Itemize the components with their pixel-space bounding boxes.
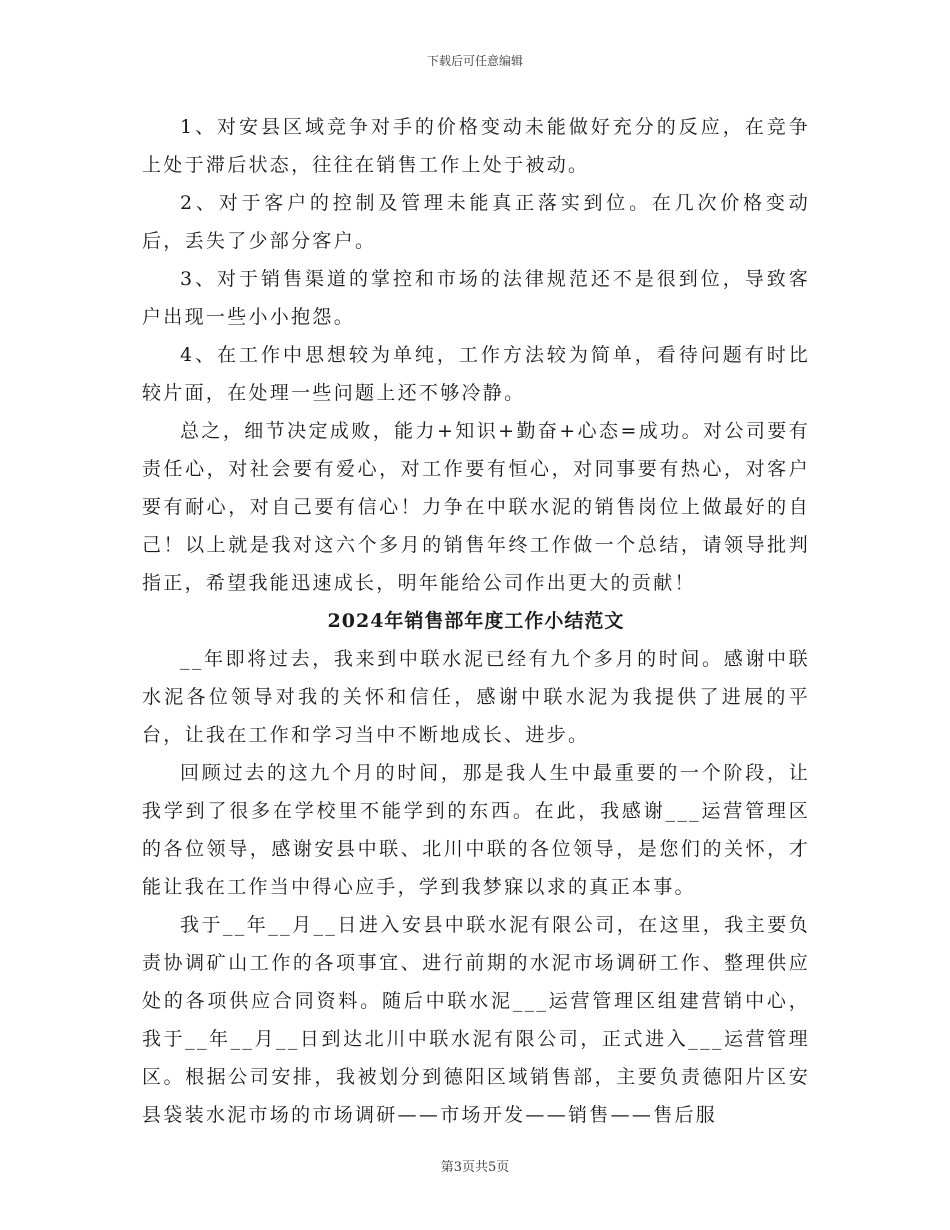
- section-title: 2024年销售部年度工作小结范文: [327, 610, 625, 632]
- page-header: 下载后可任意编辑: [426, 54, 523, 68]
- paragraph-item-2: 2、对于客户的控制及管理未能真正落实到位。在几次价格变动后，丢失了少部分客户。: [142, 192, 810, 252]
- page-footer: 第3页共5页: [440, 1160, 510, 1175]
- paragraph-summary: 总之，细节决定成败，能力+知识+勤奋+心态=成功。对公司要有责任心，对社会要有爱心，对工作要有恒心，对同事要有热心，对客户要有耐心，对自己要有信心！力争在中联水泥的销售岗位上做最好的自己！以上就是我对这六个多月的销售年终工作做一个总结，请领导批判指正，希望我能迅速成长，明年能给公司作出更大的贡献！: [142, 420, 810, 594]
- paragraph-item-4: 4、在工作中思想较为单纯，工作方法较为简单，看待问题有时比较片面，在处理一些问题上还不够冷静。: [142, 344, 810, 404]
- paragraph-history: 我于__年__月__日进入安县中联水泥有限公司，在这里，我主要负责协调矿山工作的各项事宜、进行前期的水泥市场调研工作、整理供应处的各项供应合同资料。随后中联水泥___运营管理区组建营销中心，我于__年__月__日到达北川中联水泥有限公司，正式进入___运营管理区。根据公司安排，我被划分到德阳区域销售部，主要负责德阳片区安县袋装水泥市场的市场调研——市场开发——销售——售后服: [142, 914, 810, 1126]
- paragraph-item-3: 3、对于销售渠道的掌控和市场的法律规范还不是很到位，导致客户出现一些小小抱怨。: [142, 268, 810, 328]
- document-body: [142, 108, 810, 1134]
- paragraph-item-1: 1、对安县区域竞争对手的价格变动未能做好充分的反应，在竞争上处于滞后状态，往往在销售工作上处于被动。: [142, 116, 810, 176]
- paragraph-intro: __年即将过去，我来到中联水泥已经有九个多月的时间。感谢中联水泥各位领导对我的关怀和信任，感谢中联水泥为我提供了进展的平台，让我在工作和学习当中不断地成长、进步。: [142, 648, 810, 746]
- paragraph-review: 回顾过去的这九个月的时间，那是我人生中最重要的一个阶段，让我学到了很多在学校里不能学到的东西。在此，我感谢___运营管理区的各位领导，感谢安县中联、北川中联的各位领导，是您们的关怀，才能让我在工作当中得心应手，学到我梦寐以求的真正本事。: [142, 762, 810, 898]
